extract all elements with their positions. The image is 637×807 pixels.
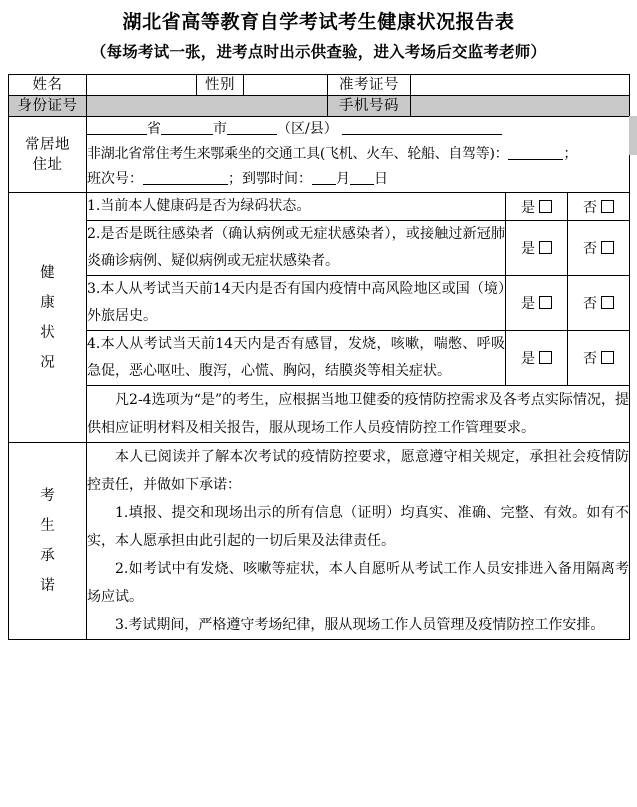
page-subtitle: （每场考试一张，进考点时出示供查验，进入考场后交监考老师） [90,42,547,61]
health-q4-no[interactable] [568,331,630,386]
selection-highlight-overflow [629,116,637,155]
pledge-label-char-1: 生 [40,518,55,534]
page-title: 湖北省高等教育自学考试考生健康状况报告表 [122,11,515,33]
checkbox-icon[interactable] [601,200,614,213]
pledge-label-char-2: 承 [40,548,55,564]
gender-input[interactable] [244,75,328,96]
table-row-health-q1 [9,193,630,221]
phone-label: 手机号码 [328,96,411,117]
id-number-input[interactable] [87,96,328,117]
transport-semicolon: ； [563,146,578,162]
health-report-form [8,74,630,640]
table-row-health-q3 [9,276,630,331]
health-q2-yes[interactable] [506,221,568,276]
id-number-label: 身份证号 [9,96,87,117]
pledge-label-char-0: 考 [40,488,55,504]
pledge-label [9,443,87,640]
health-status-label [9,193,87,443]
health-question-4: 4.本人从考试当天前14天内是否有感冒，发烧，咳嗽，喘憋、呼吸急促，恶心呕吐、腹泻，心慌、胸闷，结膜炎等相关症状。 [87,331,506,386]
district-unit: （区/县） [277,121,338,137]
health-label-char-1: 康 [40,294,55,311]
address-label [9,117,87,193]
health-q3-no-label: 否 [583,296,598,312]
table-row-identity-2 [9,96,630,117]
transport-blank[interactable] [508,144,563,160]
health-question-1: 1.当前本人健康码是否为绿码状态。 [87,193,506,221]
checkbox-icon[interactable] [539,200,552,213]
arrival-day-unit: 日 [374,171,388,187]
title-block [0,0,637,64]
province-blank[interactable] [87,119,147,135]
address-label-line2: 住址 [32,156,63,173]
name-label: 姓名 [9,75,87,96]
table-row-health-q4 [9,331,630,386]
health-q4-no-label: 否 [583,351,598,367]
pledge-item-1: 1.填报、提交和现场出示的所有信息（证明）均真实、准确、完整、有效。如有不实，本人愿承担由此引起的一切后果及法律责任。 [87,505,630,549]
health-q1-yes[interactable] [506,193,568,221]
health-q1-no-label: 否 [583,199,598,216]
health-q4-yes[interactable] [506,331,568,386]
health-note-text: 凡2-4选项为“是”的考生，应根据当地卫健委的疫情防控需求及各考点实际情况，提供相应证明材料及相关报告，服从现场工作人员疫情防控工作管理要求。 [87,392,630,436]
city-unit: 市 [213,121,227,137]
table-row-identity-1 [9,75,630,96]
phone-input[interactable] [411,96,630,117]
health-q2-yes-label: 是 [521,241,536,257]
province-unit: 省 [147,121,161,137]
checkbox-icon[interactable] [601,296,614,309]
arrival-month-blank[interactable] [312,169,336,185]
address-label-line1: 常居地 [25,136,70,153]
pledge-item-3: 3.考试期间，严格遵守考场纪律，服从现场工作人员管理及疫情防控工作安排。 [115,617,605,633]
health-q1-yes-label: 是 [521,199,536,216]
health-label-char-0: 健 [40,264,55,281]
flight-number-blank[interactable] [143,169,228,185]
table-row-pledge [9,443,630,640]
city-blank[interactable] [161,119,213,135]
health-note [87,386,630,443]
health-label-char-2: 状 [40,324,55,341]
health-question-2: 2.是否是既往感染者（确认病例或无症状感染者），或接触过新冠肺炎确诊病例、疑似病例或无症状感染者。 [87,221,506,276]
address-fields[interactable] [87,117,630,193]
address-line-region [87,117,629,142]
detail-address-blank[interactable] [342,119,502,135]
pledge-item-2: 2.如考试中有发烧、咳嗽等症状，本人自愿听从考试工作人员安排进入备用隔离考场应试。 [87,561,630,605]
arrival-label: ；到鄂时间： [228,171,312,187]
address-line-transport [87,142,629,167]
flight-number-label: 班次号： [87,171,143,187]
health-question-3: 3.本人从考试当天前14天内是否有国内疫情中高风险地区或国（境）外旅居史。 [87,276,506,331]
health-q1-no[interactable] [568,193,630,221]
gender-label: 性别 [197,75,244,96]
health-q2-no-label: 否 [583,241,598,257]
checkbox-icon[interactable] [601,351,614,364]
health-label-char-3: 况 [40,354,55,371]
health-q2-no[interactable] [568,221,630,276]
pledge-label-char-3: 诺 [40,578,55,594]
checkbox-icon[interactable] [539,241,552,254]
health-q3-no[interactable] [568,276,630,331]
table-row-health-note [9,386,630,443]
health-q3-yes[interactable] [506,276,568,331]
health-q3-yes-label: 是 [521,296,536,312]
table-row-health-q2 [9,221,630,276]
checkbox-icon[interactable] [539,296,552,309]
name-input[interactable] [87,75,197,96]
pledge-body [87,443,630,640]
table-row-address [9,117,630,193]
district-blank[interactable] [227,119,277,135]
ticket-number-input[interactable] [411,75,630,96]
arrival-day-blank[interactable] [350,169,374,185]
transport-question: 非湖北省常住考生来鄂乘坐的交通工具(飞机、火车、轮船、自驾等)： [87,146,509,162]
pledge-intro: 本人已阅读并了解本次考试的疫情防控要求，愿意遵守相关规定，承担社会疫情防控责任，并做如下承诺： [87,449,630,493]
health-q4-yes-label: 是 [521,351,536,367]
arrival-month-unit: 月 [336,171,350,187]
checkbox-icon[interactable] [601,241,614,254]
address-line-flight [87,167,629,192]
checkbox-icon[interactable] [539,351,552,364]
ticket-number-label: 准考证号 [328,75,411,96]
